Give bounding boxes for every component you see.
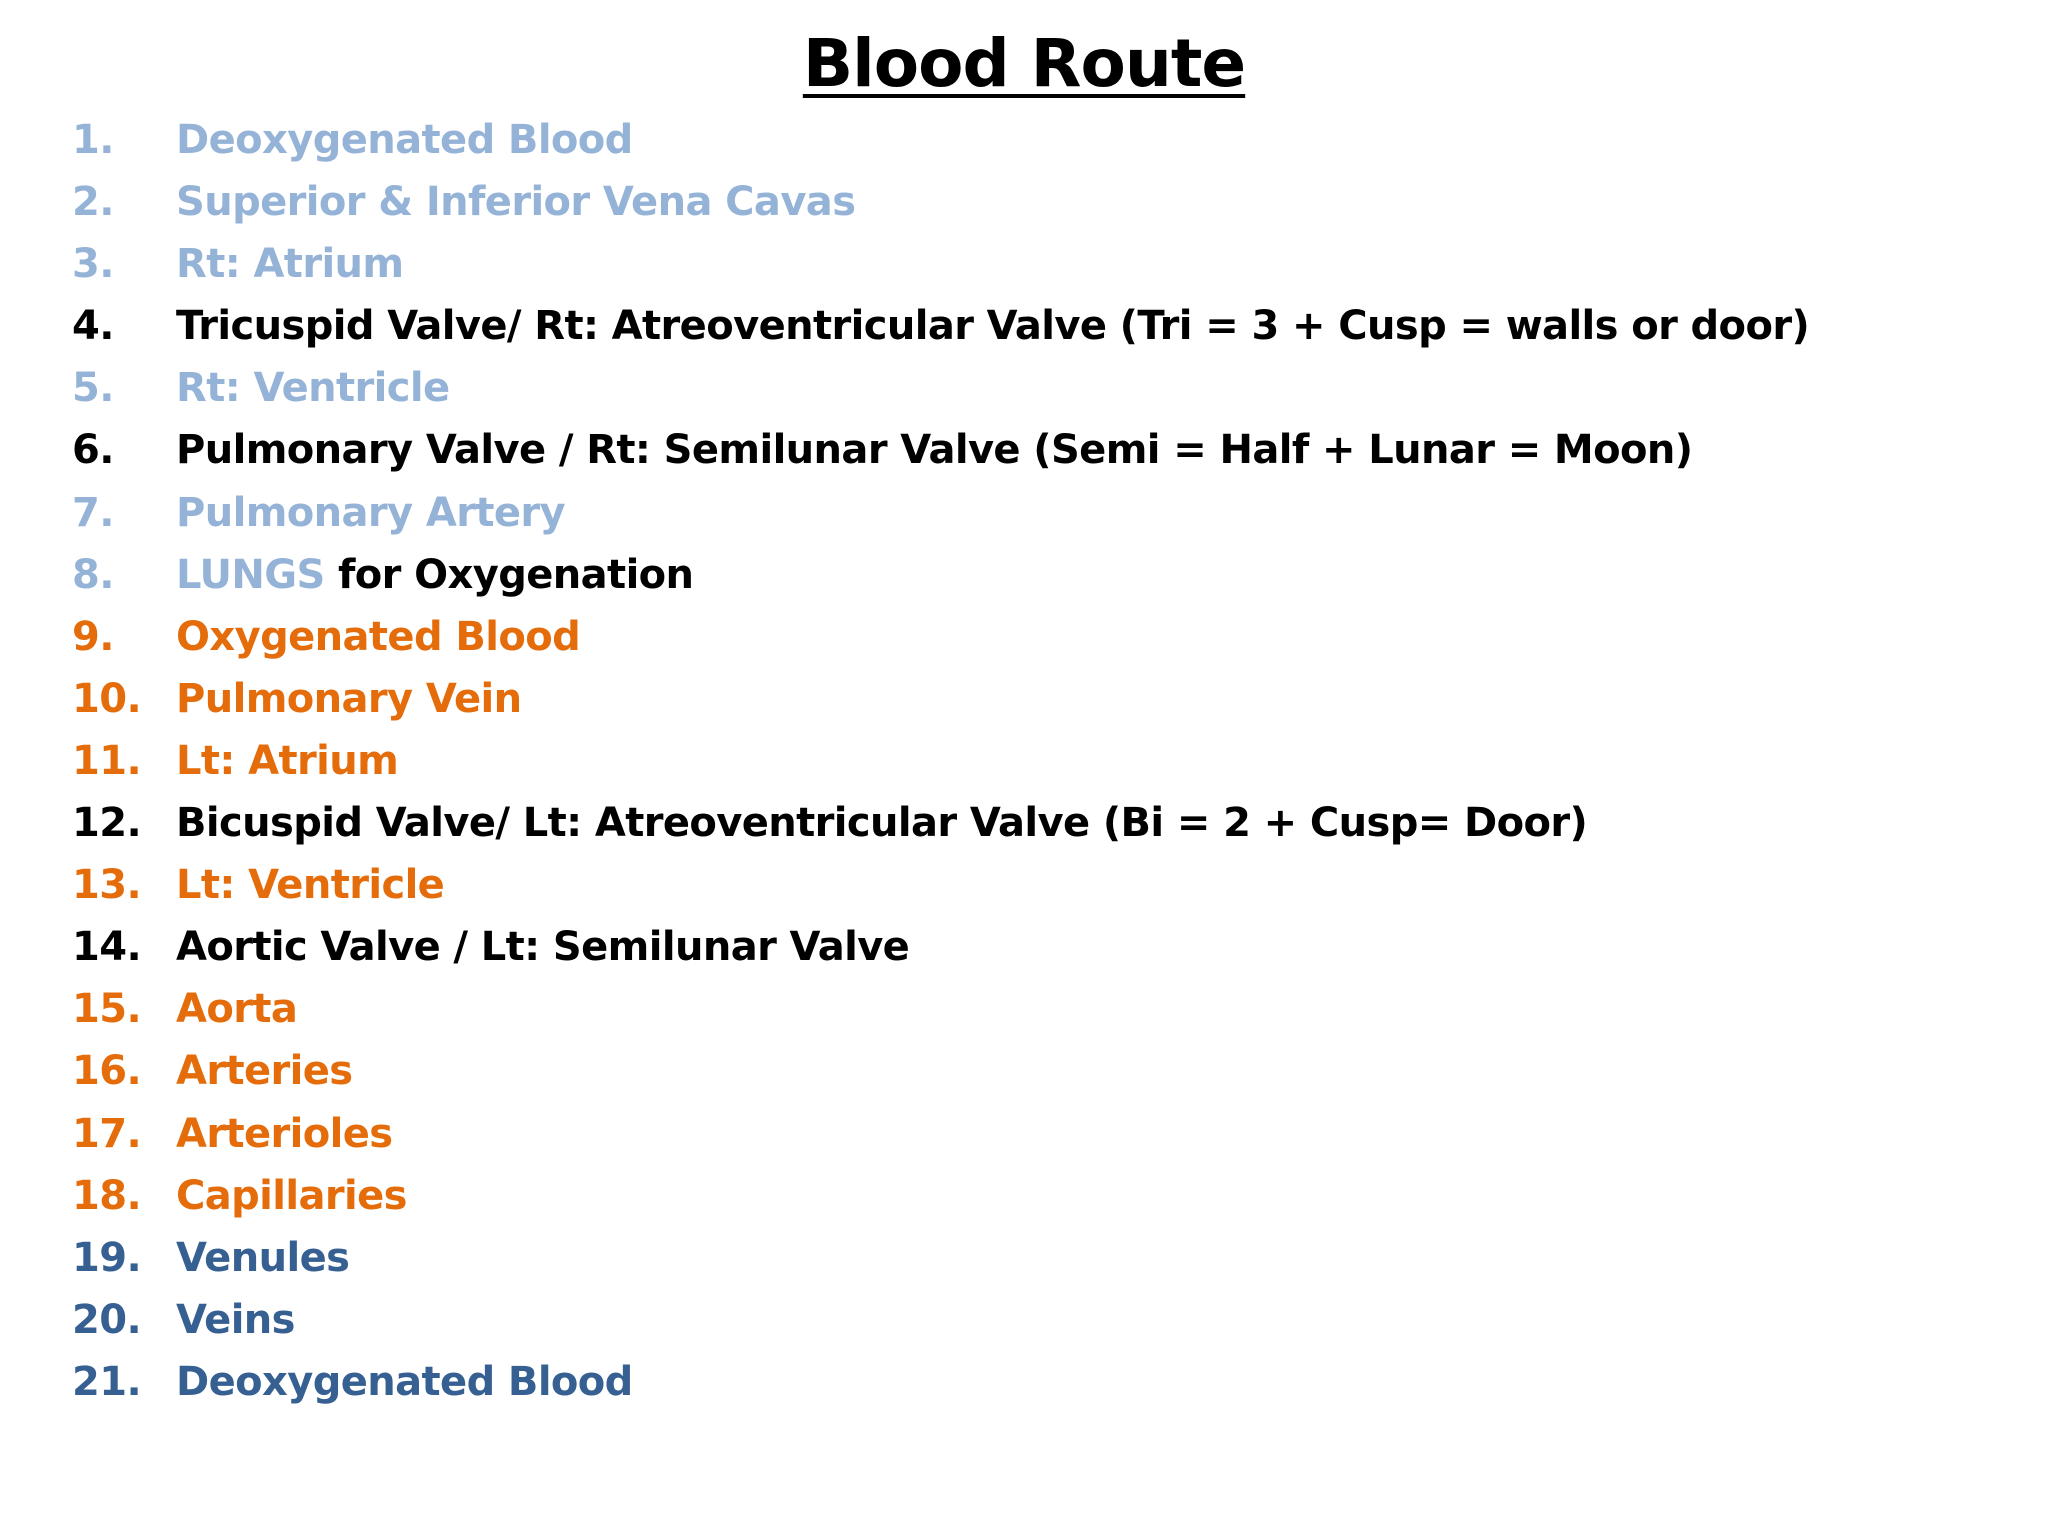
list-item-text-part: for Oxygenation: [324, 551, 694, 598]
list-item-number: 21.: [72, 1358, 142, 1405]
list-item-text: [176, 668, 2022, 730]
list-item-text-part: Tricuspid Valve/ Rt: Atreoventricular Valve (Tri = 3 + Cusp = walls or door): [176, 303, 1810, 350]
list-item-number: 8.: [72, 551, 114, 598]
list-item-number: 3.: [72, 241, 114, 288]
list-item-number: 18.: [72, 1172, 142, 1219]
list-item-number: 5.: [72, 365, 114, 412]
list-item-number: 13.: [72, 862, 142, 909]
list-item-text: [176, 233, 2022, 295]
list-item-text-part: Rt: Atrium: [176, 241, 404, 288]
list-item: [72, 109, 2022, 171]
list-item-number: 11.: [72, 737, 142, 784]
list-item-text: [176, 109, 2022, 171]
list-item: [72, 730, 2022, 792]
list-item-number: 12.: [72, 800, 142, 847]
list-item-text-part: Venules: [176, 1234, 350, 1281]
list-item-text-part: Arteries: [176, 1048, 353, 1095]
list-item-text-part: Pulmonary Valve / Rt: Semilunar Valve (Semi = Half + Lunar = Moon): [176, 427, 1693, 474]
list-item-text-part: Pulmonary Artery: [176, 489, 565, 536]
list-item: [72, 482, 2022, 544]
list-item-text: [176, 854, 2022, 916]
list-item: [72, 792, 2022, 854]
list-item-number: 17.: [72, 1110, 142, 1157]
list-item-text: [176, 792, 2022, 854]
list-item-number: 6.: [72, 427, 114, 474]
list-item-number: 9.: [72, 613, 114, 660]
list-item-text-part: Lt: Ventricle: [176, 862, 445, 909]
list-item-text-part: Deoxygenated Blood: [176, 1358, 633, 1405]
list-item: [72, 233, 2022, 295]
list-item-text-part: Pulmonary Vein: [176, 675, 522, 722]
list-item: [72, 544, 2022, 606]
list-item-text-part: Lt: Atrium: [176, 737, 399, 784]
list-item-text-part: Bicuspid Valve/ Lt: Atreoventricular Valve (Bi = 2 + Cusp= Door): [176, 800, 1588, 847]
list-item-number: 15.: [72, 986, 142, 1033]
list-item: [72, 1227, 2022, 1289]
list-item-text: [176, 1289, 2022, 1351]
list-item-text: [176, 171, 2022, 233]
list-item-text: [176, 1040, 2022, 1102]
list-item-text: [176, 419, 2022, 481]
list-item-text: [176, 730, 2022, 792]
list-item: [72, 295, 2022, 357]
list-item-number: 20.: [72, 1296, 142, 1343]
blood-route-list: [72, 109, 2022, 1413]
list-item: [72, 1103, 2022, 1165]
list-item-text: [176, 544, 2022, 606]
list-item-number: 19.: [72, 1234, 142, 1281]
list-item: [72, 978, 2022, 1040]
list-item-text: [176, 916, 2022, 978]
list-item-number: 16.: [72, 1048, 142, 1095]
list-item-text-part: Aortic Valve / Lt: Semilunar Valve: [176, 924, 910, 971]
list-item: [72, 1289, 2022, 1351]
list-item: [72, 854, 2022, 916]
list-item-text: [176, 295, 2022, 357]
list-item-text: [176, 1165, 2022, 1227]
list-item-text-part: Veins: [176, 1296, 295, 1343]
list-item-text: [176, 606, 2022, 668]
list-item-text-part: Deoxygenated Blood: [176, 117, 633, 163]
list-item: [72, 1165, 2022, 1227]
list-item-text: [176, 1103, 2022, 1165]
list-item-number: 14.: [72, 924, 142, 971]
list-item: [72, 419, 2022, 481]
list-item: [72, 357, 2022, 419]
list-item-number: 10.: [72, 675, 142, 722]
list-item-text-part: Capillaries: [176, 1172, 407, 1219]
list-item: [72, 171, 2022, 233]
list-item: [72, 1351, 2022, 1413]
list-item: [72, 668, 2022, 730]
list-item-text: [176, 482, 2022, 544]
list-item: [72, 1040, 2022, 1102]
list-item-text: [176, 1351, 2022, 1413]
list-item: [72, 606, 2022, 668]
list-item-text-part: Superior & Inferior Vena Cavas: [176, 179, 856, 226]
list-item: [72, 916, 2022, 978]
list-item-number: 1.: [72, 117, 114, 163]
list-item-text: [176, 357, 2022, 419]
list-item-text-part: Rt: Ventricle: [176, 365, 450, 412]
list-item-number: 2.: [72, 179, 114, 226]
list-item-text-part: Aorta: [176, 986, 298, 1033]
list-item-text: [176, 1227, 2022, 1289]
slide-title: Blood Route: [802, 25, 1246, 102]
list-item-number: 7.: [72, 489, 114, 536]
list-item-text-part: LUNGS: [176, 551, 325, 598]
list-item-number: 4.: [72, 303, 114, 350]
list-item-text-part: Oxygenated Blood: [176, 613, 581, 660]
list-item-text: [176, 978, 2022, 1040]
list-item-text-part: Arterioles: [176, 1110, 393, 1157]
